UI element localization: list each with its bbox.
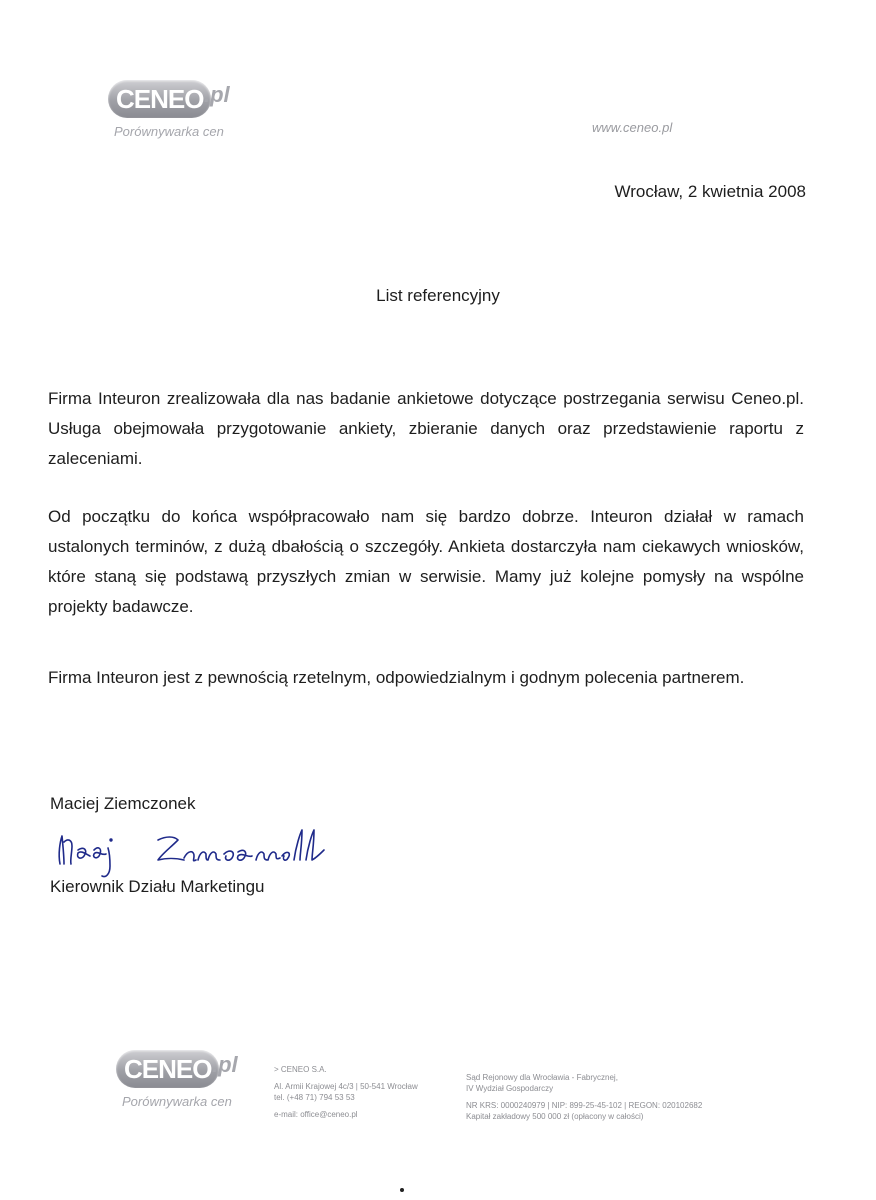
footer-court-line-2: IV Wydział Gospodarczy (466, 1084, 554, 1093)
website-url: www.ceneo.pl (592, 120, 673, 135)
footer-company-name: > CENEO S.A. (274, 1065, 327, 1074)
handwritten-signature (54, 820, 344, 882)
ceneo-logo-header (108, 76, 268, 146)
signer-role: Kierownik Działu Marketingu (50, 877, 265, 896)
ceneo-logo-badge-footer: CENEO (116, 1050, 219, 1088)
signer-name: Maciej Ziemczonek (50, 794, 196, 813)
letter-paragraph-1: Firma Inteuron zrealizowała dla nas badanie ankietowe dotyczące postrzegania serwisu Ceneo.pl. Usługa obejmowała przygotowanie ankiety, zbieranie danych oraz przedstawienie raportu z zaleceniami. (48, 389, 804, 468)
letter-title: List referencyjny (376, 286, 500, 305)
footer-capital: Kapitał zakładowy 500 000 zł (opłacony w całości) (466, 1112, 644, 1121)
footer-court-line-1: Sąd Rejonowy dla Wrocławia - Fabrycznej, (466, 1073, 618, 1082)
letter-paragraph-2: Od początku do końca współpracowało nam się bardzo dobrze. Inteuron działał w ramach ustalonych terminów, z dużą dbałością o szczegóły. Ankieta dostarczyła nam ciekawych wniosków, które staną się podstawą przyszłych zmian w serwisie. Mamy już kolejne pomysły na wspólne projekty badawcze. (48, 507, 804, 616)
ceneo-logo-footer (116, 1046, 276, 1116)
footer-address: Al. Armii Krajowej 4c/3 | 50-541 Wrocław (274, 1082, 418, 1091)
footer-registry-block (466, 1066, 702, 1122)
letter-date: Wrocław, 2 kwietnia 2008 (614, 182, 806, 201)
footer-registry: NR KRS: 0000240979 | NIP: 899-25-45-102 | REGON: 020102682 (466, 1101, 703, 1110)
ceneo-logo-tagline: Porównywarka cen (114, 124, 224, 139)
letter-paragraph-3: Firma Inteuron jest z pewnością rzetelnym, odpowiedzialnym i godnym polecenia partnerem. (48, 668, 745, 687)
footer-phone: tel. (+48 71) 794 53 53 (274, 1093, 355, 1102)
ceneo-logo-badge: CENEO (108, 80, 211, 118)
scan-dot (400, 1188, 404, 1192)
footer-email: e-mail: office@ceneo.pl (274, 1110, 358, 1119)
footer-company-block (274, 1064, 418, 1120)
ceneo-logo-tld-footer: .pl (212, 1052, 238, 1077)
ceneo-logo-tagline-footer: Porównywarka cen (122, 1094, 232, 1109)
ceneo-logo-tld: .pl (204, 82, 230, 107)
